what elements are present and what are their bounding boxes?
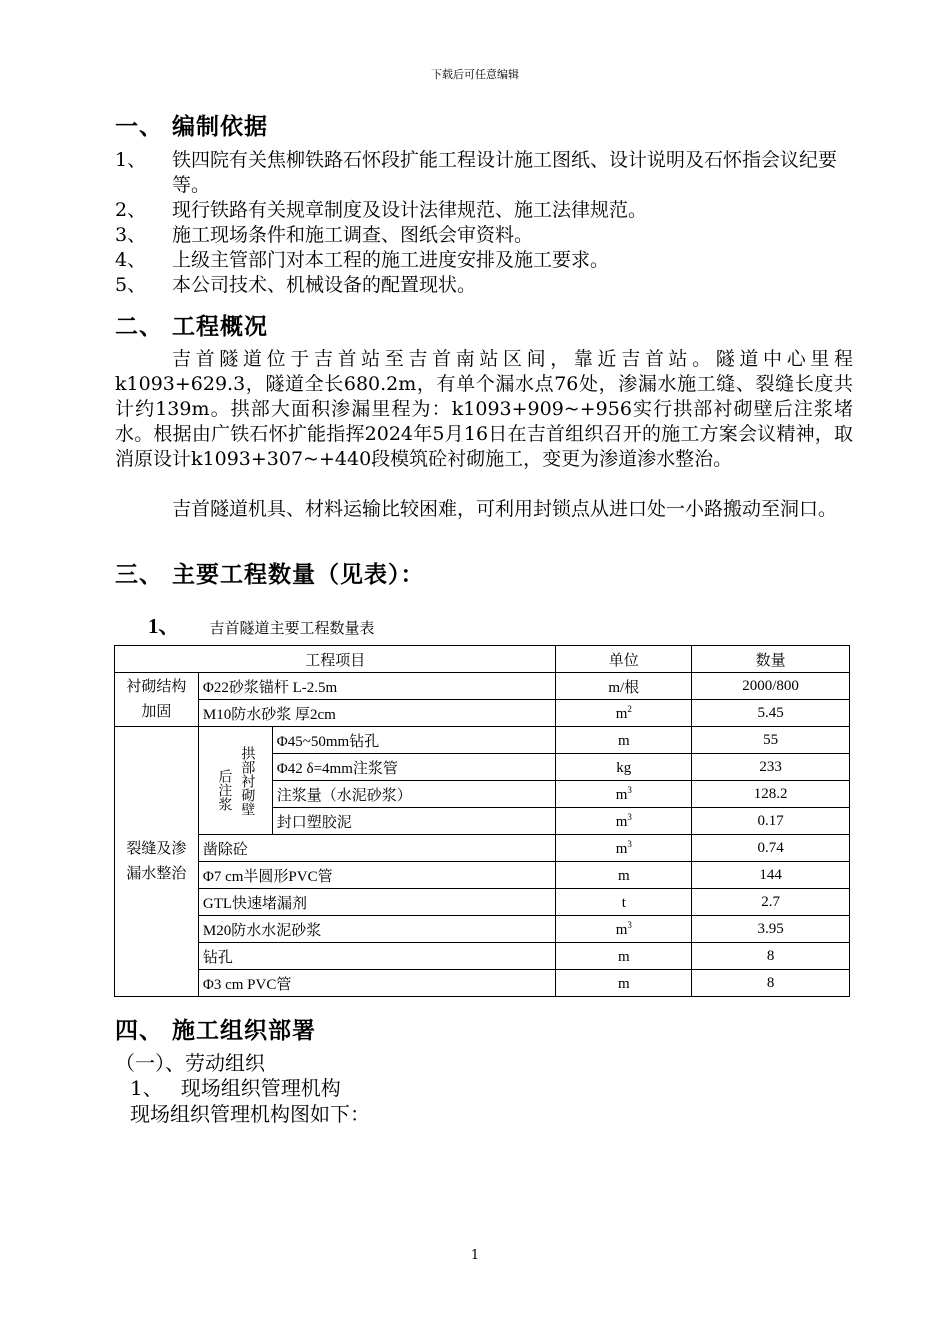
table-caption-text: 吉首隧道主要工程数量表 bbox=[209, 619, 375, 637]
basis-item-number: 3、 bbox=[115, 224, 147, 246]
table-row bbox=[115, 673, 850, 700]
row-item: 注浆量（水泥砂浆） bbox=[272, 781, 556, 808]
section-3-heading bbox=[115, 556, 425, 589]
row-unit: $m^3$ bbox=[556, 835, 692, 862]
row-item: M20防水水泥砂浆 bbox=[198, 916, 556, 943]
header-qty: 数量 bbox=[692, 646, 850, 673]
group-crack-leak-treatment: 裂缝及渗漏水整治 bbox=[115, 727, 199, 997]
row-item: Φ3 cm PVC管 bbox=[198, 970, 556, 997]
section-2-heading bbox=[115, 308, 268, 341]
row-unit: $m^2$ bbox=[556, 700, 692, 727]
row-qty: 144 bbox=[692, 862, 850, 889]
org-item-1 bbox=[130, 1076, 341, 1101]
row-item: 钻孔 bbox=[198, 943, 556, 970]
table-row bbox=[115, 862, 850, 889]
table-row bbox=[115, 835, 850, 862]
basis-item-number: 1、 bbox=[115, 149, 147, 171]
row-item: M10防水砂浆 厚2cm bbox=[198, 700, 556, 727]
row-unit: m bbox=[556, 727, 692, 754]
subgroup-grouting bbox=[198, 727, 272, 835]
row-unit: $m^3$ bbox=[556, 808, 692, 835]
org-chart-intro: 现场组织管理机构图如下： bbox=[130, 1102, 370, 1126]
subgroup-arch-lining-label: 拱部衬砌壁 bbox=[239, 745, 255, 816]
basis-item bbox=[115, 148, 855, 198]
basis-item-text: 上级主管部门对本工程的施工进度安排及施工要求。 bbox=[172, 249, 610, 271]
section-2-title: 工程概况 bbox=[172, 314, 268, 340]
row-item: 封口塑胶泥 bbox=[272, 808, 556, 835]
row-unit: m bbox=[556, 862, 692, 889]
basis-item bbox=[115, 273, 855, 298]
row-unit: m bbox=[556, 970, 692, 997]
row-qty: 128.2 bbox=[692, 781, 850, 808]
basis-item-text: 现行铁路有关规章制度及设计法律规范、施工法律规范。 bbox=[172, 199, 648, 221]
row-unit: m/根 bbox=[556, 673, 692, 700]
row-item: Φ7 cm半圆形PVC管 bbox=[198, 862, 556, 889]
row-item: GTL快速堵漏剂 bbox=[198, 889, 556, 916]
quantity-table bbox=[114, 645, 850, 997]
table-row bbox=[115, 700, 850, 727]
section-4-heading bbox=[115, 1012, 316, 1045]
table-row bbox=[115, 943, 850, 970]
row-unit: t bbox=[556, 889, 692, 916]
row-unit: m bbox=[556, 943, 692, 970]
table-row bbox=[115, 727, 850, 754]
row-qty: 0.74 bbox=[692, 835, 850, 862]
row-qty: 5.45 bbox=[692, 700, 850, 727]
basis-item bbox=[115, 223, 855, 248]
basis-item-number: 4、 bbox=[115, 249, 147, 271]
basis-item-text: 施工现场条件和施工调查、图纸会审资料。 bbox=[172, 224, 534, 246]
section-3-number: 三、 bbox=[115, 562, 163, 588]
overview-paragraph-2: 吉首隧道机具、材料运输比较困难，可利用封锁点从进口处一小路搬动至洞口。 bbox=[172, 498, 838, 520]
row-qty: 0.17 bbox=[692, 808, 850, 835]
subgroup-after-grouting-label: 后注浆 bbox=[216, 768, 232, 811]
row-qty: 8 bbox=[692, 970, 850, 997]
section-4-title: 施工组织部署 bbox=[172, 1018, 316, 1044]
section-2-number: 二、 bbox=[115, 314, 163, 340]
row-qty: 233 bbox=[692, 754, 850, 781]
header-unit: 单位 bbox=[556, 646, 692, 673]
basis-item bbox=[115, 198, 855, 223]
table-caption bbox=[148, 610, 375, 640]
section-3-title: 主要工程数量（见表）： bbox=[172, 562, 425, 588]
header-item: 工程项目 bbox=[115, 646, 556, 673]
row-item: Φ42 δ=4mm注浆管 bbox=[272, 754, 556, 781]
section-1-number: 一、 bbox=[115, 114, 163, 140]
row-item: Φ22砂浆锚杆 L-2.5m bbox=[198, 673, 556, 700]
labor-organization-heading: （一）、劳动组织 bbox=[115, 1051, 265, 1075]
basis-item-number: 5、 bbox=[115, 274, 147, 296]
section-1-heading bbox=[115, 108, 268, 141]
section-1-title: 编制依据 bbox=[172, 114, 268, 140]
basis-item bbox=[115, 248, 855, 273]
row-qty: 55 bbox=[692, 727, 850, 754]
row-unit: $m^3$ bbox=[556, 781, 692, 808]
row-qty: 2.7 bbox=[692, 889, 850, 916]
page-header: 下载后可任意编辑 bbox=[431, 68, 519, 81]
row-item: 凿除砼 bbox=[198, 835, 556, 862]
row-unit: kg bbox=[556, 754, 692, 781]
table-row bbox=[115, 916, 850, 943]
table-header-row bbox=[115, 646, 850, 673]
basis-item-number: 2、 bbox=[115, 199, 147, 221]
org-item-1-number: 1、 bbox=[130, 1076, 163, 1100]
section-4-number: 四、 bbox=[115, 1018, 163, 1044]
table-caption-number: 1、 bbox=[148, 614, 180, 638]
basis-item-text: 铁四院有关焦柳铁路石怀段扩能工程设计施工图纸、设计说明及石怀指会议纪要等。 bbox=[172, 149, 838, 196]
group-lining-reinforcement: 衬砌结构加固 bbox=[115, 673, 199, 727]
page-number: 1 bbox=[470, 1248, 480, 1263]
org-item-1-text: 现场组织管理机构 bbox=[180, 1076, 341, 1100]
table-row bbox=[115, 970, 850, 997]
row-qty: 8 bbox=[692, 943, 850, 970]
table-row bbox=[115, 889, 850, 916]
row-unit: $m^3$ bbox=[556, 916, 692, 943]
row-item: Φ45~50mm钻孔 bbox=[272, 727, 556, 754]
basis-item-text: 本公司技术、机械设备的配置现状。 bbox=[172, 274, 477, 296]
overview-paragraph-1: 吉首隧道位于吉首站至吉首南站区间，靠近吉首站。隧道中心里程k1093+629.3，隧道全长680.2m，有单个漏水点76处，渗漏水施工缝、裂缝长度共计约139m。拱部大面积渗漏里程为：k1093+909~+956实行拱部衬砌壁后注浆堵水。根据由广铁石怀扩能指挥2024年5月16日在吉首组织召开的施工方案会议精神，取消原设计k1093+307~+440段模筑砼衬砌施工，变更为渗道渗水整治。 bbox=[115, 348, 853, 470]
row-qty: 3.95 bbox=[692, 916, 850, 943]
row-qty: 2000/800 bbox=[692, 673, 850, 700]
